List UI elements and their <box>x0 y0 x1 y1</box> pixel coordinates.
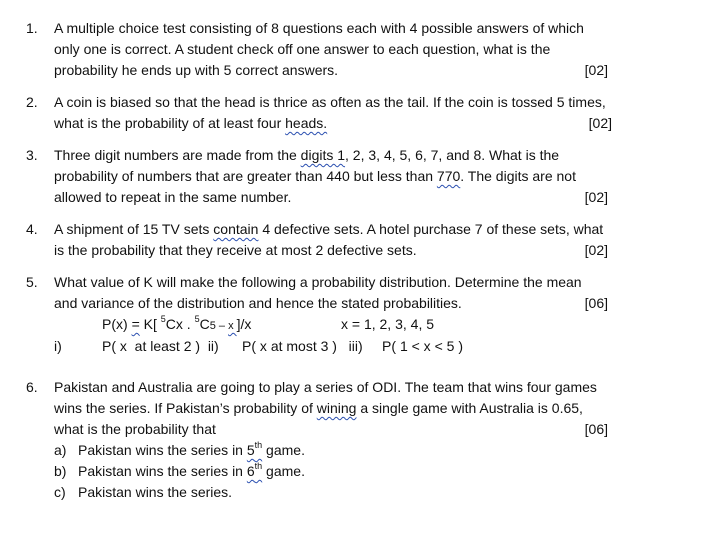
question-number: 1. <box>26 20 38 36</box>
question-number: 5. <box>26 274 38 290</box>
text-segment: probability of numbers that are greater than 440 but less than <box>54 168 437 184</box>
text-segment: A shipment of 15 TV sets <box>54 221 214 237</box>
formula-domain: x = 1, 2, 3, 4, 5 <box>341 316 435 332</box>
text-segment: C <box>199 316 210 332</box>
text-segment: Pakistan wins the series in <box>78 442 247 458</box>
question-text-line <box>54 400 583 416</box>
question-number: 2. <box>26 94 38 110</box>
text-segment: ]/x <box>236 316 252 332</box>
spellcheck-word: x <box>228 320 237 332</box>
superscript: 5 <box>194 314 200 324</box>
list-item <box>78 442 305 458</box>
question-text-line: and variance of the distribution and hence the stated probabilities. <box>54 295 462 311</box>
question-text-line: What value of K will make the following a probability distribution. Determine the mean <box>54 274 582 290</box>
spellcheck-word: wining <box>316 400 357 416</box>
question-text-line: A coin is biased so that the head is thrice as often as the tail. If the coin is tossed 5 times, <box>54 94 606 110</box>
question-text-line <box>54 115 327 131</box>
question-text-line: is the probability that they receive at most 2 defective sets. <box>54 242 417 258</box>
text-segment: Cx . <box>165 316 195 332</box>
text-segment: Three digit numbers are made from the <box>54 147 301 163</box>
question-number: 4. <box>26 221 38 237</box>
marks-label: [02] <box>584 189 608 205</box>
marks-label: [06] <box>584 421 608 437</box>
text-segment: , 2, 3, 4, 5, 6, 7, and 8. What is the <box>345 147 560 163</box>
text-segment: game. <box>262 463 305 479</box>
sub-question-label: i) <box>54 338 62 354</box>
text-segment: 5 – <box>209 320 229 332</box>
ordinal-number: 5 <box>246 442 255 458</box>
text-segment: wins the series. If Pakistan’s probability of <box>54 400 317 416</box>
question-text-line <box>54 221 603 237</box>
text-segment: Pakistan wins the series in <box>78 463 247 479</box>
spellcheck-word: 770 <box>436 168 461 184</box>
superscript: th <box>254 461 263 471</box>
marks-label: [02] <box>584 62 608 78</box>
text-segment: game. <box>262 442 305 458</box>
item-label: a) <box>54 442 67 458</box>
marks-label: [06] <box>584 295 608 311</box>
spellcheck-word: contain <box>213 221 259 237</box>
question-text-line: allowed to repeat in the same number. <box>54 189 292 205</box>
question-text-line: only one is correct. A student check off one answer to each question, what is the <box>54 41 551 57</box>
ordinal-number: 6 <box>246 463 255 479</box>
superscript: th <box>254 440 263 450</box>
spellcheck-word: heads. <box>285 115 328 131</box>
question-number: 3. <box>26 147 38 163</box>
item-label: b) <box>54 463 67 479</box>
text-segment: a single game with Australia is 0.65, <box>356 400 583 416</box>
sub-question-parts: P( x at least 2 ) ii) P( x at most 3 ) iii) P( 1 < x < 5 ) <box>102 338 463 354</box>
question-number: 6. <box>26 379 38 395</box>
list-item: Pakistan wins the series. <box>78 484 233 500</box>
question-text-line: what is the probability that <box>54 421 216 437</box>
text-segment: 4 defective sets. A hotel purchase 7 of these sets, what <box>258 221 604 237</box>
question-text-line <box>54 168 576 184</box>
question-text-line: probability he ends up with 5 correct answers. <box>54 62 339 78</box>
question-text-line <box>54 147 559 163</box>
question-text-line: Pakistan and Australia are going to play a series of ODI. The team that wins four games <box>54 379 597 395</box>
text-segment: what is the probability of at least four <box>54 115 286 131</box>
spellcheck-word <box>247 463 262 479</box>
list-item <box>78 463 305 479</box>
text-segment: . The digits are not <box>460 168 576 184</box>
marks-label: [02] <box>584 242 608 258</box>
spellcheck-word: = <box>131 316 140 332</box>
spellcheck-word: digits 1 <box>300 147 346 163</box>
probability-formula <box>102 316 251 332</box>
item-label: c) <box>54 484 66 500</box>
text-segment: K[ <box>139 316 161 332</box>
superscript: 5 <box>160 314 166 324</box>
marks-label: [02] <box>588 115 612 131</box>
question-text-line: A multiple choice test consisting of 8 questions each with 4 possible answers of which <box>54 20 584 36</box>
spellcheck-word <box>247 442 262 458</box>
text-segment: P(x) <box>102 316 132 332</box>
